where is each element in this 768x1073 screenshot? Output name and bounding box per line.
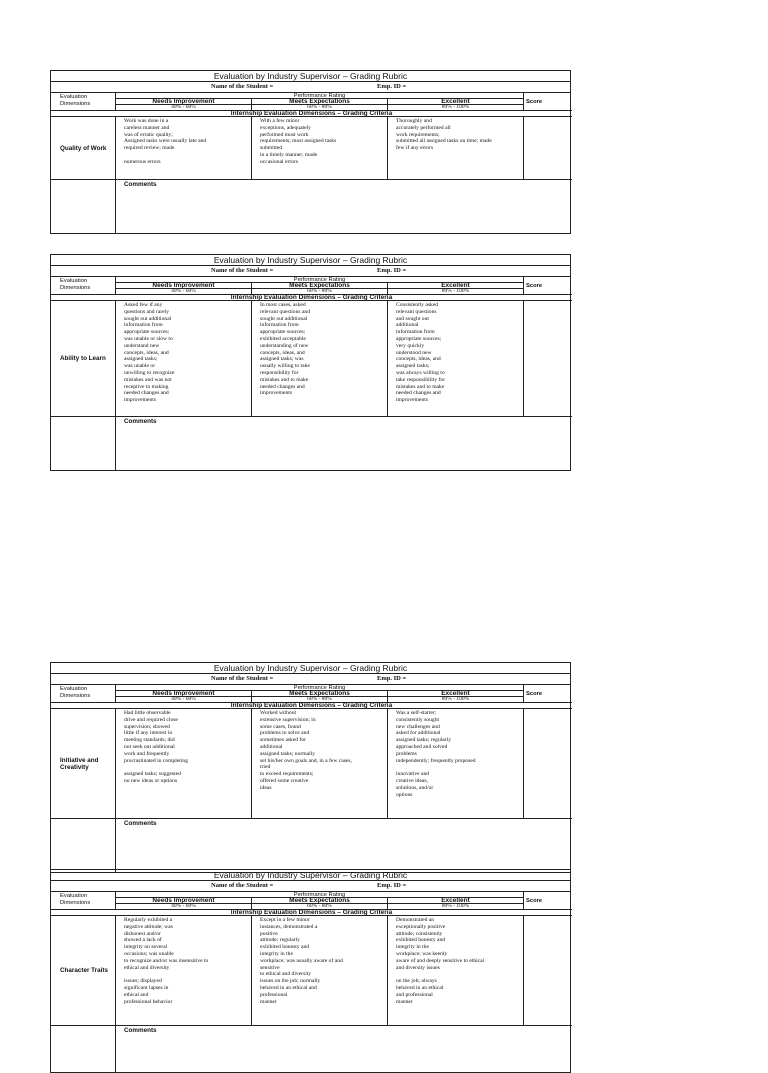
criteria-header: Internship Evaluation Dimensions – Grading Criteria xyxy=(51,910,572,916)
meets-expectations-header: Meets Expectations xyxy=(252,283,388,289)
excellent-text: Consistently asked relevant questions and sought out additional information from appropriate sources; very quickly understood new concepts, ideas, and assigned tasks; was always willing to take responsibility for mistakes and to make needed changes and improvements xyxy=(388,301,524,417)
rubric-table xyxy=(50,869,571,1073)
dimension-label: Ability to Learn xyxy=(51,301,116,417)
score-header: Score xyxy=(524,277,572,295)
rubric-grid xyxy=(51,277,570,470)
comments-spacer xyxy=(51,180,116,233)
criteria-header: Internship Evaluation Dimensions – Grading Criteria xyxy=(51,111,572,117)
dimension-label: Character Traits xyxy=(51,916,116,1026)
range-excellent: 80% - 100% xyxy=(388,105,524,111)
performance-rating-header: Performance Rating xyxy=(116,93,524,99)
student-name-label: Name of the Student = xyxy=(211,267,274,274)
rubric-title: Evaluation by Industry Supervisor – Grading Rubric xyxy=(51,255,570,266)
excellent-header: Excellent xyxy=(388,99,524,105)
dimension-label: Quality of Work xyxy=(51,117,116,180)
performance-rating-header: Performance Rating xyxy=(116,277,524,283)
score-header: Score xyxy=(524,892,572,910)
comments-area[interactable]: Comments xyxy=(124,181,157,188)
needs-improvement-text: Asked few if any questions and rarely sought out additional information from appropriate sources; was unable or slow to understand new concepts, ideas, and assigned tasks; was unable or unwilling to recognize mistakes and was not receptive to making needed changes and improvements xyxy=(116,301,252,417)
meets-expectations-text: In most cases, asked relevant questions and sought out additional information from appropriate sources; exhibited acceptable understanding of new concepts, ideas, and assigned tasks; was usually willing to take responsibility for mistakes and to make needed changes and improvements xyxy=(252,301,388,417)
emp-id-label: Emp. ID = xyxy=(377,675,407,682)
excellent-header: Excellent xyxy=(388,283,524,289)
score-cell[interactable] xyxy=(524,117,572,180)
needs-improvement-text: Work was done in a careless manner and was of erratic quality; Assigned tasks were usually late and required review; made numerous errors xyxy=(116,117,252,180)
student-name-label: Name of the Student = xyxy=(211,83,274,90)
range-needs: 40% - 60% xyxy=(116,289,252,295)
needs-improvement-header: Needs Improvement xyxy=(116,691,252,697)
comments-area[interactable]: Comments xyxy=(124,418,157,425)
excellent-text: Thoroughly and accurately performed all work requirements; submitted all assigned tasks on time; made few if any errors xyxy=(388,117,524,180)
performance-rating-header: Performance Rating xyxy=(116,685,524,691)
score-header: Score xyxy=(524,685,572,703)
range-excellent: 80% - 100% xyxy=(388,697,524,703)
score-cell[interactable] xyxy=(524,916,572,1026)
rubric-grid xyxy=(51,93,570,233)
comments-area[interactable]: Comments xyxy=(124,1027,157,1034)
excellent-header: Excellent xyxy=(388,691,524,697)
comments-spacer xyxy=(51,819,116,872)
performance-rating-header: Performance Rating xyxy=(116,892,524,898)
comments-spacer xyxy=(51,1026,116,1072)
excellent-text: Demonstrated an exceptionally positive attitude; consistently exhibited honesty and integrity in the workplace; was keenly aware of and deeply sensitive to ethical and diversity issues on the job; always behaved in an ethical and professional manner xyxy=(388,916,524,1026)
criteria-header: Internship Evaluation Dimensions – Grading Criteria xyxy=(51,295,572,301)
rubric-grid xyxy=(51,685,570,872)
meets-expectations-text: Except in a few minor instances, demonstrated a positive attitude; regularly exhibited honesty and integrity in the workplace; was usually aware of and sensitive to ethical and diversity issues on the job; normally behaved in an ethical and professional manner xyxy=(252,916,388,1026)
criteria-header: Internship Evaluation Dimensions – Grading Criteria xyxy=(51,703,572,709)
meets-expectations-header: Meets Expectations xyxy=(252,898,388,904)
rubric-title: Evaluation by Industry Supervisor – Grading Rubric xyxy=(51,71,570,82)
student-info-row xyxy=(51,674,570,685)
meets-expectations-header: Meets Expectations xyxy=(252,691,388,697)
dimensions-header: Evaluation Dimensions xyxy=(51,93,116,111)
meets-expectations-header: Meets Expectations xyxy=(252,99,388,105)
excellent-text: Was a self-starter; consistently sought new challenges and asked for additional assigned tasks; regularly approached and solved problems independently; frequently proposed innovative and creative ideas, solutions, and/or options xyxy=(388,709,524,819)
range-excellent: 80% - 100% xyxy=(388,904,524,910)
emp-id-label: Emp. ID = xyxy=(377,882,407,889)
rubric-table xyxy=(50,662,571,873)
meets-expectations-text: With a few minor exceptions, adequately performed most work requirements; most assigned tasks submitted in a timely manner; made occasional errors xyxy=(252,117,388,180)
student-info-row xyxy=(51,881,570,892)
score-cell[interactable] xyxy=(524,709,572,819)
student-info-row xyxy=(51,82,570,93)
score-cell[interactable] xyxy=(524,301,572,417)
needs-improvement-text: Had little observable drive and required close supervision; showed little if any interest in meeting standards; did not seek out additional work and frequently procrastinated in completing assigned tasks; suggested no new ideas or options xyxy=(116,709,252,819)
rubric-table xyxy=(50,254,571,471)
range-excellent: 80% - 100% xyxy=(388,289,524,295)
rubric-table xyxy=(50,70,571,234)
dimensions-header: Evaluation Dimensions xyxy=(51,277,116,295)
rubric-title: Evaluation by Industry Supervisor – Grading Rubric xyxy=(51,663,570,674)
student-info-row xyxy=(51,266,570,277)
excellent-header: Excellent xyxy=(388,898,524,904)
needs-improvement-header: Needs Improvement xyxy=(116,99,252,105)
comments-spacer xyxy=(51,417,116,470)
emp-id-label: Emp. ID = xyxy=(377,83,407,90)
dimensions-header: Evaluation Dimensions xyxy=(51,892,116,910)
dimensions-header: Evaluation Dimensions xyxy=(51,685,116,703)
range-needs: 40% - 60% xyxy=(116,697,252,703)
range-meets: 60% - 80% xyxy=(252,105,388,111)
range-needs: 40% - 60% xyxy=(116,105,252,111)
needs-improvement-header: Needs Improvement xyxy=(116,283,252,289)
student-name-label: Name of the Student = xyxy=(211,675,274,682)
emp-id-label: Emp. ID = xyxy=(377,267,407,274)
range-meets: 60% - 80% xyxy=(252,904,388,910)
dimension-label: Initiative and Creativity xyxy=(51,709,116,819)
rubric-grid xyxy=(51,892,570,1072)
needs-improvement-text: Regularly exhibited a negative attitude; was dishonest and/or showed a lack of integrity on several occasions; was unable to recognize and/or was insensitive to ethical and diversity issues; displayed significant lapses in ethical and professional behavior xyxy=(116,916,252,1026)
range-meets: 60% - 80% xyxy=(252,697,388,703)
range-needs: 40% - 60% xyxy=(116,904,252,910)
meets-expectations-text: Worked without extensive supervision; in some cases, found problems to solve and sometimes asked for additional assigned tasks; normally set his/her own goals and, in a few cases, tried to exceed requirements; offered some creative ideas xyxy=(252,709,388,819)
student-name-label: Name of the Student = xyxy=(211,882,274,889)
rubric-title: Evaluation by Industry Supervisor – Grading Rubric xyxy=(51,870,570,881)
needs-improvement-header: Needs Improvement xyxy=(116,898,252,904)
range-meets: 60% - 80% xyxy=(252,289,388,295)
score-header: Score xyxy=(524,93,572,111)
comments-area[interactable]: Comments xyxy=(124,820,157,827)
